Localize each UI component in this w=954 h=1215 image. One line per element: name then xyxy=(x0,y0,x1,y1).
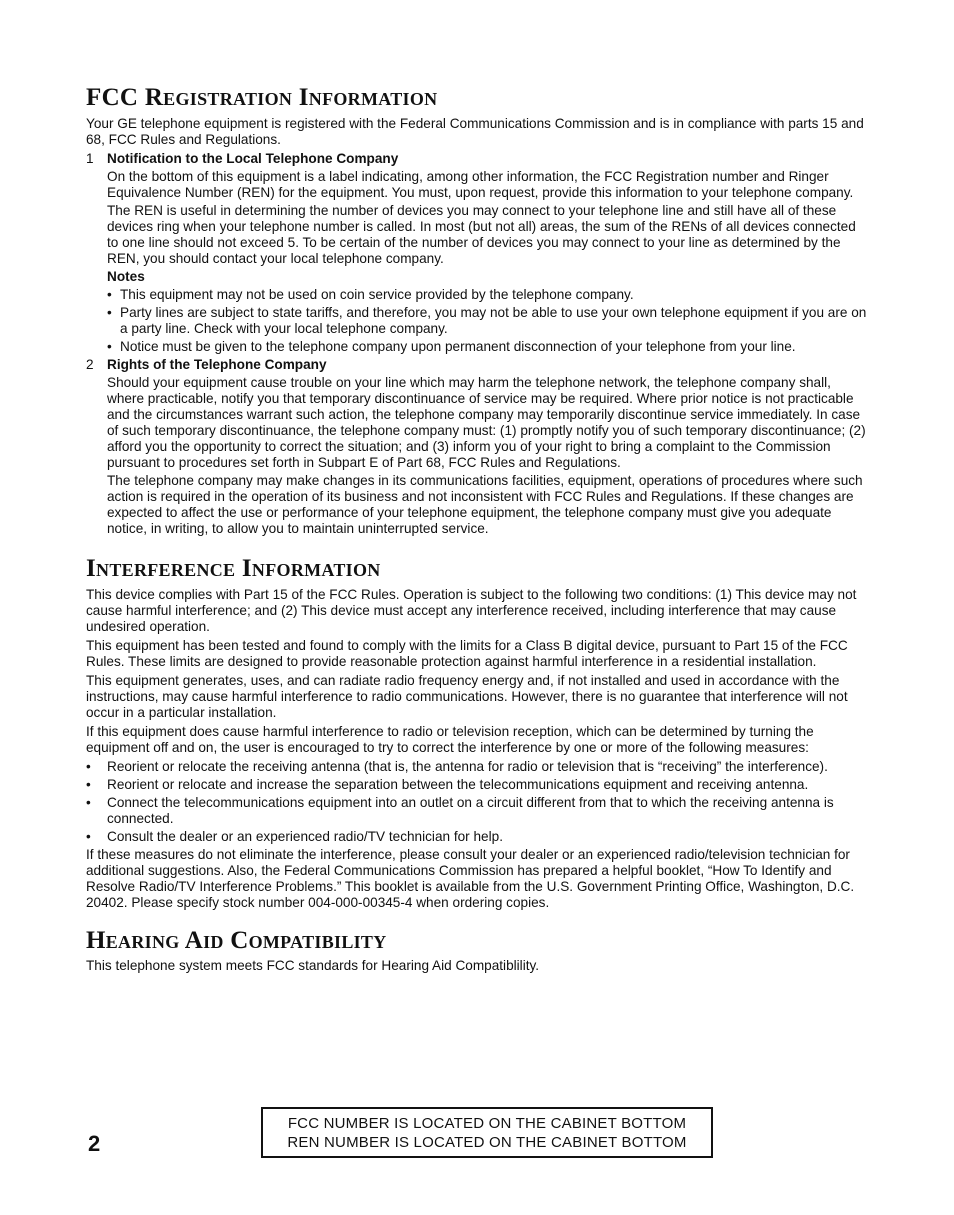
page-number: 2 xyxy=(88,1131,101,1156)
measure-item: • Consult the dealer or an experienced radio/TV technician for help. xyxy=(86,829,868,845)
notes-list xyxy=(107,287,868,355)
interference-paragraph: This equipment has been tested and found to comply with the limits for a Class B digital device, pursuant to Part 15 of the FCC Rules. These limits are designed to provide reasonable protection against harmful interference in a residential installation. xyxy=(86,637,848,669)
measure-item: • Reorient or relocate and increase the separation between the telecommunications equipment and receiving antenna. xyxy=(86,777,868,793)
item-number: 1 xyxy=(86,150,94,166)
document-page xyxy=(86,84,868,977)
hearing-aid-text: This telephone system meets FCC standards for Hearing Aid Compatiblility. xyxy=(86,958,540,974)
fcc-item-2 xyxy=(86,357,868,539)
measure-item: • Connect the telecommunications equipment into an outlet on a circuit different from that to which the receiving antenna is connected. xyxy=(86,795,868,827)
interference-paragraph: This equipment generates, uses, and can radiate radio frequency energy and, if not installed and used in accordance with the instructions, may cause harmful interference to radio communications. However, there is no guarantee that interference will not occur in a particular installation. xyxy=(86,672,848,720)
notice-line-fcc: FCC NUMBER IS LOCATED ON THE CABINET BOTTOM xyxy=(287,1114,687,1132)
fcc-intro: Your GE telephone equipment is registered with the Federal Communications Commission and is in compliance with parts 15 and 68, FCC Rules and Regulations. xyxy=(86,115,864,147)
notice-line-ren: REN NUMBER IS LOCATED ON THE CABINET BOTTOM xyxy=(287,1133,687,1151)
note-item: • This equipment may not be used on coin service provided by the telephone company. xyxy=(107,287,868,303)
item-title: Rights of the Telephone Company xyxy=(107,356,327,372)
item-number: 2 xyxy=(86,356,94,372)
item-paragraph: On the bottom of this equipment is a label indicating, among other information, the FCC Registration number and Ringer Equivalence Number (REN) for the equipment. You must, upon request, provide this information to your telephone company. xyxy=(107,168,854,200)
fcc-notice-box xyxy=(261,1107,713,1158)
interference-paragraph: This device complies with Part 15 of the FCC Rules. Operation is subject to the following two conditions: (1) This device may not cause harmful interference; and (2) This device must accept any interference received, including interference that may cause undesired operation. xyxy=(86,586,857,634)
hearing-aid-section xyxy=(86,927,868,975)
interference-section xyxy=(86,555,868,911)
fcc-registration-heading: FCC Registration Information xyxy=(86,84,438,111)
notes-label: Notes xyxy=(107,268,145,284)
item-paragraph: The telephone company may make changes in its communications facilities, equipment, operations of procedures where such action is required in the operation of its business and not inconsistent with FCC Rules and Regulations. If these changes are expected to affect the use or performance of your telephone equipment, the telephone company must give you adequate notice, in writing, to allow you to maintain uninterrupted service. xyxy=(107,472,863,536)
note-item: • Notice must be given to the telephone company upon permanent disconnection of your telephone from your line. xyxy=(107,339,868,355)
interference-heading: Interference Information xyxy=(86,554,381,582)
interference-closing: If these measures do not eliminate the interference, please consult your dealer or an experienced radio/television technician for additional suggestions. Also, the Federal Communications Commission has prepared a helpful booklet, “How To Identify and Resolve Radio/TV Interference Problems.” This booklet is available from the U.S. Government Printing Office, Washington, D.C. 20402. Please specify stock number 004-000-00345-4 when ordering copies. xyxy=(86,846,855,910)
note-item: • Party lines are subject to state tariffs, and therefore, you may not be able to use your own telephone equipment if you are on a party line. Check with your local telephone company. xyxy=(107,305,868,337)
interference-paragraph: If this equipment does cause harmful interference to radio or television reception, which can be determined by turning the equipment off and on, the user is encouraged to try to correct the interference by one or more of the following measures: xyxy=(86,723,814,755)
fcc-registration-section xyxy=(86,84,868,539)
measure-item: • Reorient or relocate the receiving antenna (that is, the antenna for radio or television that is “receiving” the interference). xyxy=(86,759,868,775)
hearing-aid-heading: Hearing Aid Compatibility xyxy=(86,926,387,954)
item-paragraph: Should your equipment cause trouble on your line which may harm the telephone network, the telephone company shall, where practicable, notify you that temporary discontinuance of service may be required. Where prior notice is not practicable and the circumstances warrant such action, the telephone company may temporarily discontinue service immediately. In case of such temporary discontinuance, the telephone company must: (1) promptly notify you of such temporary discontinuance; (2) afford you the opportunity to correct the situation; and (3) inform you of your right to bring a complaint to the Commission pursuant to procedures set forth in Subpart E of Part 68, FCC Rules and Regulations. xyxy=(107,374,866,470)
item-paragraph: The REN is useful in determining the number of devices you may connect to your telephone line and still have all of these devices ring when your telephone number is called. In most (but not all) areas, the sum of the RENs of all devices connected to one line should not exceed 5. To be certain of the number of devices you may connect to your line as determined by the REN, you should contact your local telephone company. xyxy=(107,202,856,266)
item-title: Notification to the Local Telephone Company xyxy=(107,150,399,166)
measures-list xyxy=(86,759,868,845)
fcc-item-1 xyxy=(86,151,868,357)
